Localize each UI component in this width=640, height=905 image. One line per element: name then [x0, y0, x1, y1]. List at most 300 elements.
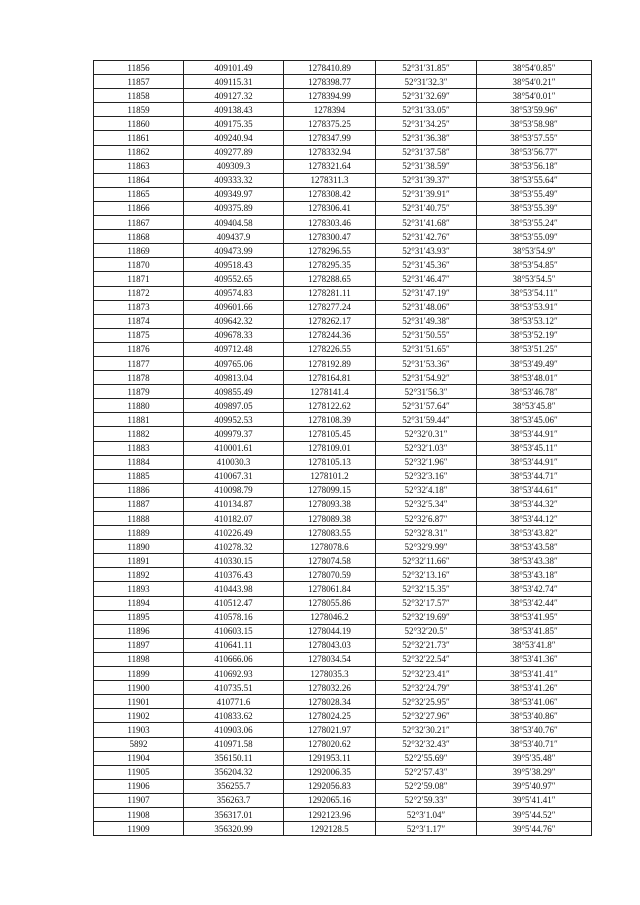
table-row — [94, 681, 592, 695]
latitude-cell: 52°31′39.91″ — [376, 187, 477, 201]
x-coordinate-cell: 409309.3 — [184, 159, 284, 173]
x-coordinate-cell: 356204.32 — [184, 765, 284, 779]
point-number-cell: 11909 — [94, 822, 184, 836]
y-coordinate-cell: 1292128.5 — [284, 822, 376, 836]
point-number-cell: 5892 — [94, 737, 184, 751]
x-coordinate-cell: 409349.97 — [184, 187, 284, 201]
point-number-cell: 11863 — [94, 159, 184, 173]
y-coordinate-cell: 1278226.55 — [284, 342, 376, 356]
x-coordinate-cell: 410098.79 — [184, 483, 284, 497]
table-row — [94, 75, 592, 89]
x-coordinate-cell: 409333.32 — [184, 173, 284, 187]
y-coordinate-cell: 1278394 — [284, 103, 376, 117]
longitude-cell: 38°53′55.64″ — [477, 173, 592, 187]
latitude-cell: 52°31′43.93″ — [376, 244, 477, 258]
point-number-cell: 11879 — [94, 385, 184, 399]
latitude-cell: 52°31′31.85″ — [376, 61, 477, 75]
latitude-cell: 52°32′15.35″ — [376, 582, 477, 596]
point-number-cell: 11870 — [94, 258, 184, 272]
x-coordinate-cell: 410603.15 — [184, 624, 284, 638]
table-row — [94, 399, 592, 413]
point-number-cell: 11907 — [94, 793, 184, 807]
coordinates-table — [93, 60, 592, 836]
table-row — [94, 723, 592, 737]
longitude-cell: 38°54′0.01″ — [477, 89, 592, 103]
longitude-cell: 38°53′49.49″ — [477, 356, 592, 370]
point-number-cell: 11903 — [94, 723, 184, 737]
table-row — [94, 779, 592, 793]
table-row — [94, 187, 592, 201]
x-coordinate-cell: 410666.06 — [184, 652, 284, 666]
latitude-cell: 52°32′23.41″ — [376, 667, 477, 681]
longitude-cell: 38°53′48.01″ — [477, 371, 592, 385]
longitude-cell: 39°5′35.48″ — [477, 751, 592, 765]
point-number-cell: 11868 — [94, 230, 184, 244]
table-row — [94, 751, 592, 765]
y-coordinate-cell: 1278332.94 — [284, 145, 376, 159]
latitude-cell: 52°32′5.34″ — [376, 497, 477, 511]
coordinates-table-body — [94, 61, 592, 836]
point-number-cell: 11883 — [94, 441, 184, 455]
table-row — [94, 89, 592, 103]
table-row — [94, 244, 592, 258]
y-coordinate-cell: 1292056.83 — [284, 779, 376, 793]
longitude-cell: 38°53′54.85″ — [477, 258, 592, 272]
table-row — [94, 638, 592, 652]
y-coordinate-cell: 1292006.35 — [284, 765, 376, 779]
point-number-cell: 11900 — [94, 681, 184, 695]
longitude-cell: 38°53′41.06″ — [477, 695, 592, 709]
y-coordinate-cell: 1278109.01 — [284, 441, 376, 455]
x-coordinate-cell: 410067.31 — [184, 469, 284, 483]
latitude-cell: 52°31′59.44″ — [376, 413, 477, 427]
latitude-cell: 52°31′33.05″ — [376, 103, 477, 117]
table-row — [94, 61, 592, 75]
y-coordinate-cell: 1292123.96 — [284, 807, 376, 821]
longitude-cell: 38°53′41.26″ — [477, 681, 592, 695]
point-number-cell: 11872 — [94, 286, 184, 300]
longitude-cell: 38°53′40.86″ — [477, 709, 592, 723]
x-coordinate-cell: 409552.65 — [184, 272, 284, 286]
x-coordinate-cell: 410134.87 — [184, 497, 284, 511]
longitude-cell: 38°53′53.12″ — [477, 314, 592, 328]
longitude-cell: 38°53′45.11″ — [477, 441, 592, 455]
table-row — [94, 258, 592, 272]
longitude-cell: 38°53′43.18″ — [477, 568, 592, 582]
latitude-cell: 52°31′40.75″ — [376, 201, 477, 215]
table-row — [94, 483, 592, 497]
table-row — [94, 356, 592, 370]
y-coordinate-cell: 1278078.6 — [284, 540, 376, 554]
latitude-cell: 52°32′30.21″ — [376, 723, 477, 737]
latitude-cell: 52°2′57.43″ — [376, 765, 477, 779]
latitude-cell: 52°31′42.76″ — [376, 230, 477, 244]
x-coordinate-cell: 409712.48 — [184, 342, 284, 356]
latitude-cell: 52°32′32.43″ — [376, 737, 477, 751]
y-coordinate-cell: 1278032.26 — [284, 681, 376, 695]
y-coordinate-cell: 1278375.25 — [284, 117, 376, 131]
longitude-cell: 38°53′41.85″ — [477, 624, 592, 638]
latitude-cell: 52°2′59.08″ — [376, 779, 477, 793]
latitude-cell: 52°2′59.33″ — [376, 793, 477, 807]
longitude-cell: 38°53′40.76″ — [477, 723, 592, 737]
table-row — [94, 145, 592, 159]
latitude-cell: 52°31′32.69″ — [376, 89, 477, 103]
x-coordinate-cell: 409518.43 — [184, 258, 284, 272]
table-row — [94, 526, 592, 540]
latitude-cell: 52°32′6.87″ — [376, 512, 477, 526]
y-coordinate-cell: 1278044.19 — [284, 624, 376, 638]
x-coordinate-cell: 409138.43 — [184, 103, 284, 117]
y-coordinate-cell: 1291953.11 — [284, 751, 376, 765]
x-coordinate-cell: 409855.49 — [184, 385, 284, 399]
point-number-cell: 11890 — [94, 540, 184, 554]
y-coordinate-cell: 1278164.81 — [284, 371, 376, 385]
longitude-cell: 38°53′42.44″ — [477, 596, 592, 610]
y-coordinate-cell: 1278028.34 — [284, 695, 376, 709]
y-coordinate-cell: 1278089.38 — [284, 512, 376, 526]
x-coordinate-cell: 356317.01 — [184, 807, 284, 821]
y-coordinate-cell: 1278108.39 — [284, 413, 376, 427]
table-row — [94, 624, 592, 638]
x-coordinate-cell: 409813.04 — [184, 371, 284, 385]
table-row — [94, 272, 592, 286]
x-coordinate-cell: 409277.89 — [184, 145, 284, 159]
table-row — [94, 469, 592, 483]
point-number-cell: 11877 — [94, 356, 184, 370]
y-coordinate-cell: 1278083.55 — [284, 526, 376, 540]
longitude-cell: 39°5′38.29″ — [477, 765, 592, 779]
point-number-cell: 11884 — [94, 455, 184, 469]
table-row — [94, 667, 592, 681]
longitude-cell: 39°5′44.76″ — [477, 822, 592, 836]
longitude-cell: 38°53′41.36″ — [477, 652, 592, 666]
x-coordinate-cell: 409127.32 — [184, 89, 284, 103]
table-row — [94, 286, 592, 300]
latitude-cell: 52°32′19.69″ — [376, 610, 477, 624]
x-coordinate-cell: 356150.11 — [184, 751, 284, 765]
x-coordinate-cell: 410443.98 — [184, 582, 284, 596]
x-coordinate-cell: 409115.31 — [184, 75, 284, 89]
point-number-cell: 11867 — [94, 216, 184, 230]
table-row — [94, 117, 592, 131]
table-row — [94, 652, 592, 666]
point-number-cell: 11871 — [94, 272, 184, 286]
x-coordinate-cell: 410692.93 — [184, 667, 284, 681]
y-coordinate-cell: 1278061.84 — [284, 582, 376, 596]
table-row — [94, 328, 592, 342]
longitude-cell: 38°53′43.38″ — [477, 554, 592, 568]
x-coordinate-cell: 409642.32 — [184, 314, 284, 328]
x-coordinate-cell: 410226.49 — [184, 526, 284, 540]
latitude-cell: 52°31′54.92″ — [376, 371, 477, 385]
longitude-cell: 38°53′42.74″ — [477, 582, 592, 596]
longitude-cell: 38°53′41.95″ — [477, 610, 592, 624]
longitude-cell: 38°53′58.98″ — [477, 117, 592, 131]
point-number-cell: 11865 — [94, 187, 184, 201]
y-coordinate-cell: 1278295.35 — [284, 258, 376, 272]
y-coordinate-cell: 1292065.16 — [284, 793, 376, 807]
y-coordinate-cell: 1278055.86 — [284, 596, 376, 610]
latitude-cell: 52°31′47.19″ — [376, 286, 477, 300]
latitude-cell: 52°32′1.96″ — [376, 455, 477, 469]
table-row — [94, 314, 592, 328]
latitude-cell: 52°3′1.04″ — [376, 807, 477, 821]
y-coordinate-cell: 1278035.3 — [284, 667, 376, 681]
table-row — [94, 540, 592, 554]
latitude-cell: 52°32′8.31″ — [376, 526, 477, 540]
point-number-cell: 11876 — [94, 342, 184, 356]
longitude-cell: 38°53′44.12″ — [477, 512, 592, 526]
y-coordinate-cell: 1278043.03 — [284, 638, 376, 652]
x-coordinate-cell: 356255.7 — [184, 779, 284, 793]
table-row — [94, 568, 592, 582]
latitude-cell: 52°31′32.3″ — [376, 75, 477, 89]
table-row — [94, 512, 592, 526]
point-number-cell: 11898 — [94, 652, 184, 666]
y-coordinate-cell: 1278347.99 — [284, 131, 376, 145]
table-row — [94, 230, 592, 244]
y-coordinate-cell: 1278192.89 — [284, 356, 376, 370]
longitude-cell: 38°53′56.77″ — [477, 145, 592, 159]
y-coordinate-cell: 1278046.2 — [284, 610, 376, 624]
latitude-cell: 52°31′37.58″ — [376, 145, 477, 159]
point-number-cell: 11893 — [94, 582, 184, 596]
point-number-cell: 11880 — [94, 399, 184, 413]
x-coordinate-cell: 409175.35 — [184, 117, 284, 131]
table-row — [94, 342, 592, 356]
longitude-cell: 38°53′52.19″ — [477, 328, 592, 342]
point-number-cell: 11901 — [94, 695, 184, 709]
longitude-cell: 38°53′41.41″ — [477, 667, 592, 681]
point-number-cell: 11887 — [94, 497, 184, 511]
x-coordinate-cell: 410641.11 — [184, 638, 284, 652]
point-number-cell: 11869 — [94, 244, 184, 258]
point-number-cell: 11894 — [94, 596, 184, 610]
point-number-cell: 11905 — [94, 765, 184, 779]
longitude-cell: 38°53′54.5″ — [477, 272, 592, 286]
latitude-cell: 52°32′3.16″ — [376, 469, 477, 483]
point-number-cell: 11862 — [94, 145, 184, 159]
longitude-cell: 38°53′56.18″ — [477, 159, 592, 173]
latitude-cell: 52°32′17.57″ — [376, 596, 477, 610]
longitude-cell: 38°53′46.78″ — [477, 385, 592, 399]
table-row — [94, 455, 592, 469]
longitude-cell: 38°53′59.96″ — [477, 103, 592, 117]
x-coordinate-cell: 410512.47 — [184, 596, 284, 610]
x-coordinate-cell: 409101.49 — [184, 61, 284, 75]
table-row — [94, 765, 592, 779]
x-coordinate-cell: 410330.15 — [184, 554, 284, 568]
table-row — [94, 371, 592, 385]
y-coordinate-cell: 1278141.4 — [284, 385, 376, 399]
point-number-cell: 11864 — [94, 173, 184, 187]
longitude-cell: 38°53′53.91″ — [477, 300, 592, 314]
point-number-cell: 11892 — [94, 568, 184, 582]
latitude-cell: 52°32′1.03″ — [376, 441, 477, 455]
table-row — [94, 554, 592, 568]
point-number-cell: 11878 — [94, 371, 184, 385]
point-number-cell: 11897 — [94, 638, 184, 652]
table-row — [94, 737, 592, 751]
longitude-cell: 39°5′40.97″ — [477, 779, 592, 793]
longitude-cell: 38°53′57.55″ — [477, 131, 592, 145]
longitude-cell: 39°5′41.41″ — [477, 793, 592, 807]
table-row — [94, 131, 592, 145]
table-row — [94, 300, 592, 314]
latitude-cell: 52°31′51.65″ — [376, 342, 477, 356]
latitude-cell: 52°31′38.59″ — [376, 159, 477, 173]
x-coordinate-cell: 410030.3 — [184, 455, 284, 469]
y-coordinate-cell: 1278262.17 — [284, 314, 376, 328]
x-coordinate-cell: 409240.94 — [184, 131, 284, 145]
x-coordinate-cell: 409897.05 — [184, 399, 284, 413]
table-row — [94, 793, 592, 807]
y-coordinate-cell: 1278394.99 — [284, 89, 376, 103]
point-number-cell: 11906 — [94, 779, 184, 793]
latitude-cell: 52°32′0.31″ — [376, 427, 477, 441]
table-row — [94, 103, 592, 117]
longitude-cell: 38°53′40.71″ — [477, 737, 592, 751]
x-coordinate-cell: 409601.66 — [184, 300, 284, 314]
point-number-cell: 11859 — [94, 103, 184, 117]
table-row — [94, 201, 592, 215]
latitude-cell: 52°2′55.69″ — [376, 751, 477, 765]
x-coordinate-cell: 410182.07 — [184, 512, 284, 526]
point-number-cell: 11885 — [94, 469, 184, 483]
table-row — [94, 497, 592, 511]
table-row — [94, 709, 592, 723]
y-coordinate-cell: 1278070.59 — [284, 568, 376, 582]
longitude-cell: 38°53′43.58″ — [477, 540, 592, 554]
point-number-cell: 11882 — [94, 427, 184, 441]
latitude-cell: 52°32′11.66″ — [376, 554, 477, 568]
table-row — [94, 385, 592, 399]
y-coordinate-cell: 1278398.77 — [284, 75, 376, 89]
longitude-cell: 38°53′44.71″ — [477, 469, 592, 483]
latitude-cell: 52°3′1.17″ — [376, 822, 477, 836]
x-coordinate-cell: 409979.37 — [184, 427, 284, 441]
x-coordinate-cell: 356320.99 — [184, 822, 284, 836]
y-coordinate-cell: 1278034.54 — [284, 652, 376, 666]
y-coordinate-cell: 1278101.2 — [284, 469, 376, 483]
x-coordinate-cell: 356263.7 — [184, 793, 284, 807]
y-coordinate-cell: 1278281.11 — [284, 286, 376, 300]
table-row — [94, 807, 592, 821]
x-coordinate-cell: 410771.6 — [184, 695, 284, 709]
x-coordinate-cell: 409765.06 — [184, 356, 284, 370]
longitude-cell: 39°5′44.52″ — [477, 807, 592, 821]
latitude-cell: 52°32′13.16″ — [376, 568, 477, 582]
y-coordinate-cell: 1278244.36 — [284, 328, 376, 342]
point-number-cell: 11875 — [94, 328, 184, 342]
longitude-cell: 38°54′0.85″ — [477, 61, 592, 75]
longitude-cell: 38°53′43.82″ — [477, 526, 592, 540]
table-row — [94, 427, 592, 441]
y-coordinate-cell: 1278105.45 — [284, 427, 376, 441]
table-row — [94, 173, 592, 187]
latitude-cell: 52°32′22.54″ — [376, 652, 477, 666]
x-coordinate-cell: 409375.89 — [184, 201, 284, 215]
longitude-cell: 38°53′54.9″ — [477, 244, 592, 258]
longitude-cell: 38°54′0.21″ — [477, 75, 592, 89]
y-coordinate-cell: 1278308.42 — [284, 187, 376, 201]
table-row — [94, 441, 592, 455]
point-number-cell: 11857 — [94, 75, 184, 89]
latitude-cell: 52°32′20.5″ — [376, 624, 477, 638]
point-number-cell: 11886 — [94, 483, 184, 497]
table-row — [94, 159, 592, 173]
y-coordinate-cell: 1278099.15 — [284, 483, 376, 497]
point-number-cell: 11874 — [94, 314, 184, 328]
y-coordinate-cell: 1278024.25 — [284, 709, 376, 723]
table-row — [94, 695, 592, 709]
point-number-cell: 11891 — [94, 554, 184, 568]
longitude-cell: 38°53′51.25″ — [477, 342, 592, 356]
longitude-cell: 38°53′41.8″ — [477, 638, 592, 652]
point-number-cell: 11881 — [94, 413, 184, 427]
point-number-cell: 11866 — [94, 201, 184, 215]
longitude-cell: 38°53′55.24″ — [477, 216, 592, 230]
x-coordinate-cell: 409437.9 — [184, 230, 284, 244]
latitude-cell: 52°32′9.99″ — [376, 540, 477, 554]
x-coordinate-cell: 410578.16 — [184, 610, 284, 624]
table-row — [94, 216, 592, 230]
point-number-cell: 11873 — [94, 300, 184, 314]
x-coordinate-cell: 410376.43 — [184, 568, 284, 582]
y-coordinate-cell: 1278311.3 — [284, 173, 376, 187]
point-number-cell: 11889 — [94, 526, 184, 540]
y-coordinate-cell: 1278300.47 — [284, 230, 376, 244]
x-coordinate-cell: 409574.83 — [184, 286, 284, 300]
longitude-cell: 38°53′55.09″ — [477, 230, 592, 244]
x-coordinate-cell: 409404.58 — [184, 216, 284, 230]
table-row — [94, 610, 592, 624]
point-number-cell: 11908 — [94, 807, 184, 821]
x-coordinate-cell: 410278.32 — [184, 540, 284, 554]
latitude-cell: 52°32′21.73″ — [376, 638, 477, 652]
point-number-cell: 11856 — [94, 61, 184, 75]
latitude-cell: 52°32′4.18″ — [376, 483, 477, 497]
point-number-cell: 11895 — [94, 610, 184, 624]
y-coordinate-cell: 1278020.62 — [284, 737, 376, 751]
longitude-cell: 38°53′44.91″ — [477, 427, 592, 441]
latitude-cell: 52°31′41.68″ — [376, 216, 477, 230]
point-number-cell: 11858 — [94, 89, 184, 103]
latitude-cell: 52°31′49.38″ — [376, 314, 477, 328]
x-coordinate-cell: 410903.06 — [184, 723, 284, 737]
longitude-cell: 38°53′54.11″ — [477, 286, 592, 300]
longitude-cell: 38°53′44.61″ — [477, 483, 592, 497]
y-coordinate-cell: 1278321.64 — [284, 159, 376, 173]
x-coordinate-cell: 409473.99 — [184, 244, 284, 258]
y-coordinate-cell: 1278303.46 — [284, 216, 376, 230]
y-coordinate-cell: 1278306.41 — [284, 201, 376, 215]
latitude-cell: 52°31′48.06″ — [376, 300, 477, 314]
y-coordinate-cell: 1278093.38 — [284, 497, 376, 511]
point-number-cell: 11861 — [94, 131, 184, 145]
longitude-cell: 38°53′44.32″ — [477, 497, 592, 511]
table-row — [94, 582, 592, 596]
latitude-cell: 52°31′50.55″ — [376, 328, 477, 342]
x-coordinate-cell: 410735.51 — [184, 681, 284, 695]
x-coordinate-cell: 409952.53 — [184, 413, 284, 427]
point-number-cell: 11896 — [94, 624, 184, 638]
point-number-cell: 11902 — [94, 709, 184, 723]
latitude-cell: 52°32′27.96″ — [376, 709, 477, 723]
latitude-cell: 52°32′25.95″ — [376, 695, 477, 709]
point-number-cell: 11860 — [94, 117, 184, 131]
